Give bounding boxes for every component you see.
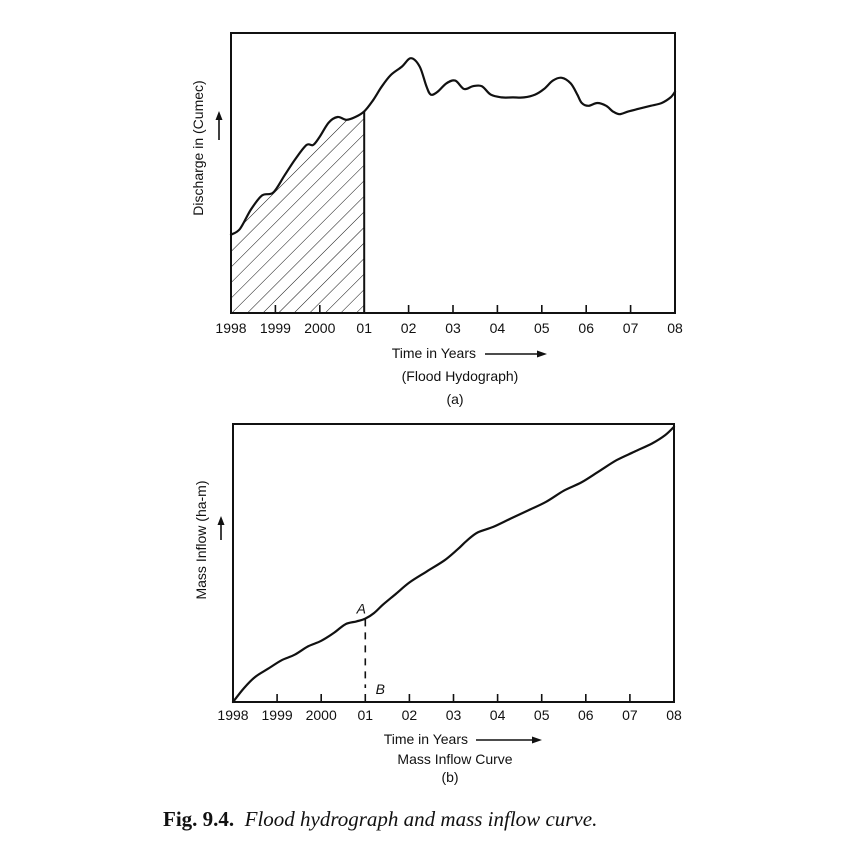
shaded-area bbox=[231, 111, 364, 313]
chart-subtitle: (Flood Hydograph) bbox=[401, 368, 519, 384]
x-tick-label: 07 bbox=[622, 320, 639, 336]
x-tick-label: 1999 bbox=[259, 320, 291, 336]
x-axis-arrow bbox=[485, 351, 547, 358]
x-tick-label: 05 bbox=[534, 320, 550, 336]
x-tick-label: 02 bbox=[401, 707, 418, 723]
x-tick-label: 1999 bbox=[261, 707, 293, 723]
y-axis-title: Discharge in (Cumec) bbox=[190, 80, 206, 216]
panel-label: (b) bbox=[441, 769, 459, 785]
x-axis-arrow bbox=[476, 737, 542, 744]
mass-inflow-line bbox=[233, 427, 674, 702]
x-tick-label: 08 bbox=[666, 707, 682, 723]
x-ticks-group bbox=[277, 694, 630, 702]
chart-subtitle: Mass Inflow Curve bbox=[397, 751, 513, 767]
x-tick-label: 04 bbox=[489, 320, 506, 336]
x-tick-label: 2000 bbox=[304, 320, 336, 336]
y-axis-title: Mass Inflow (ha-m) bbox=[193, 480, 209, 600]
y-axis-arrow bbox=[218, 516, 225, 540]
x-tick-label: 2000 bbox=[305, 707, 337, 723]
x-tick-label: 1998 bbox=[217, 707, 249, 723]
point-a-label: A bbox=[356, 600, 366, 617]
point-b-label: B bbox=[375, 681, 385, 697]
x-tick-label: 04 bbox=[489, 707, 506, 723]
x-tick-label: 06 bbox=[578, 707, 594, 723]
x-tick-label: 1998 bbox=[215, 320, 247, 336]
x-tick-label: 01 bbox=[356, 320, 372, 336]
x-tick-labels bbox=[217, 707, 682, 723]
x-tick-label: 03 bbox=[445, 707, 462, 723]
x-tick-label: 06 bbox=[578, 320, 594, 336]
x-tick-label: 03 bbox=[445, 320, 461, 336]
hydrograph-panel bbox=[190, 33, 683, 407]
y-axis-arrow bbox=[216, 111, 223, 140]
series-group bbox=[233, 427, 674, 702]
shaded-area-group bbox=[231, 111, 364, 313]
x-axis-title: Time in Years bbox=[383, 731, 468, 747]
x-tick-labels bbox=[215, 320, 683, 336]
mass-inflow-panel bbox=[193, 424, 682, 785]
x-tick-label: 01 bbox=[357, 707, 374, 723]
panel-label: (a) bbox=[446, 391, 464, 407]
figure-caption bbox=[163, 807, 597, 831]
x-axis-title: Time in Years bbox=[391, 345, 476, 361]
caption-number: Fig. 9.4. bbox=[163, 807, 235, 831]
x-tick-label: 02 bbox=[400, 320, 417, 336]
caption-text: Flood hydrograph and mass inflow curve. bbox=[244, 807, 598, 831]
x-tick-label: 08 bbox=[667, 320, 683, 336]
x-tick-label: 05 bbox=[533, 707, 550, 723]
x-tick-label: 07 bbox=[622, 707, 638, 723]
